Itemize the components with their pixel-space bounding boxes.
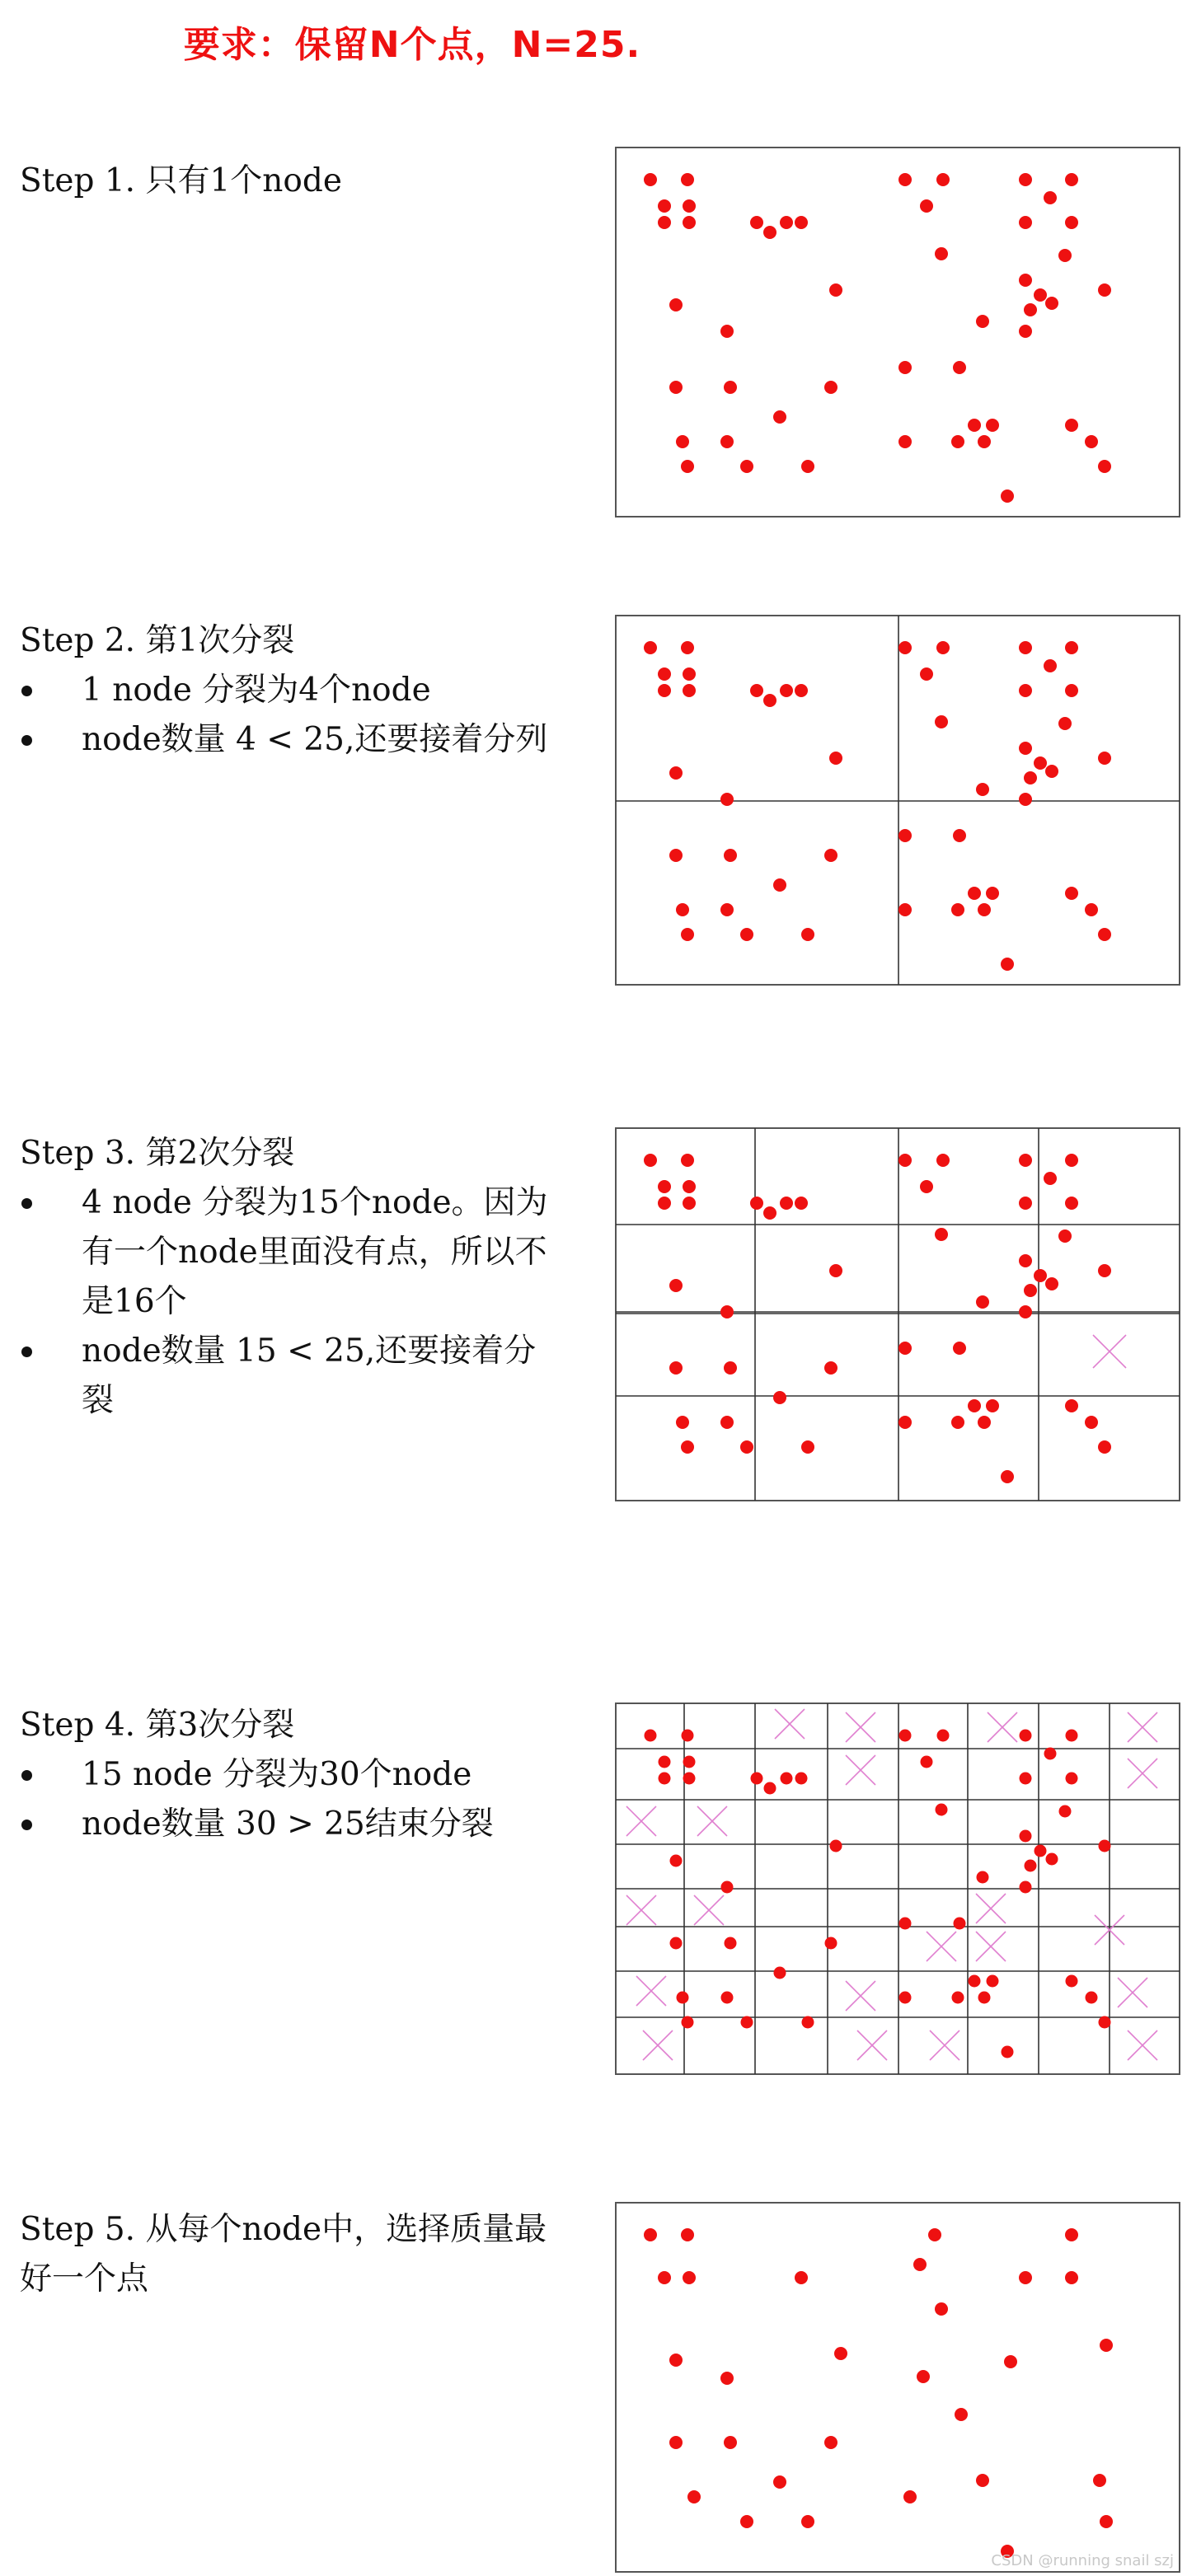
keypoint — [1045, 297, 1058, 310]
step-1-text — [20, 157, 564, 206]
keypoint — [1098, 1264, 1111, 1277]
keypoint — [898, 435, 912, 448]
keypoint — [1065, 684, 1078, 697]
keypoint — [936, 1154, 950, 1167]
keypoint-grid-1 — [615, 147, 1180, 518]
keypoint — [898, 903, 912, 916]
bullet-text: node数量 4 < 25,还要接着分列 — [82, 721, 548, 758]
keypoint — [681, 1154, 694, 1167]
keypoint — [898, 829, 912, 842]
keypoint — [829, 752, 842, 765]
keypoint — [795, 684, 808, 697]
keypoint — [825, 1937, 837, 1950]
keypoint — [1098, 283, 1111, 297]
bullet-item — [20, 1178, 564, 1327]
keypoint-grid-3 — [615, 1127, 1180, 1501]
keypoint — [899, 1918, 912, 1930]
keypoint — [669, 298, 683, 311]
keypoint — [1034, 288, 1047, 302]
keypoint — [917, 2370, 930, 2383]
empty-node-icon — [846, 1981, 875, 2011]
bullet-item — [20, 1750, 564, 1800]
keypoint — [1019, 274, 1032, 287]
step-4-diagram — [615, 1703, 1180, 2075]
keypoint — [898, 361, 912, 374]
keypoint — [683, 2271, 696, 2284]
keypoint — [795, 2271, 808, 2284]
keypoint — [683, 216, 696, 229]
keypoint — [795, 1197, 808, 1210]
keypoint — [1066, 1730, 1078, 1742]
empty-node-icon — [626, 1806, 656, 1836]
keypoint — [1019, 173, 1032, 186]
keypoint — [763, 694, 776, 707]
keypoint — [669, 1361, 683, 1375]
keypoint — [1065, 2271, 1078, 2284]
keypoint — [740, 460, 753, 473]
keypoint — [913, 2258, 927, 2271]
keypoint — [928, 2228, 941, 2241]
keypoint — [670, 1855, 683, 1867]
step-heading: Step 5. 从每个node中，选择质量最好一个点 — [20, 2211, 547, 2297]
empty-node-icon — [694, 1895, 724, 1925]
keypoint — [1001, 958, 1014, 971]
bullet-text: 4 node 分裂为15个node。因为有一个node里面没有点，所以不是16个 — [82, 1184, 548, 1320]
empty-node-icon — [775, 1709, 805, 1739]
keypoint — [986, 1399, 999, 1412]
keypoint — [681, 173, 694, 186]
keypoint — [1020, 1881, 1032, 1894]
empty-node-icon — [1128, 2030, 1157, 2060]
keypoint — [1085, 1416, 1098, 1429]
keypoint — [670, 1937, 683, 1950]
step-3-text — [20, 1129, 564, 1426]
empty-node-icon — [1093, 1335, 1126, 1368]
keypoint — [1098, 1440, 1111, 1454]
keypoint — [1019, 2271, 1032, 2284]
keypoint — [976, 1295, 989, 1309]
keypoint — [1044, 1172, 1057, 1185]
keypoint — [801, 1440, 814, 1454]
empty-node-icon — [930, 2030, 959, 2060]
keypoint — [1066, 1773, 1078, 1785]
keypoint — [781, 1773, 793, 1785]
keypoint — [920, 1180, 933, 1193]
keypoint — [978, 903, 991, 916]
step-heading: Step 2. 第1次分裂 — [20, 622, 295, 659]
keypoint — [954, 1918, 966, 1930]
bullet-item — [20, 666, 564, 715]
keypoint — [968, 887, 981, 900]
keypoint — [740, 928, 753, 941]
keypoint — [1098, 460, 1111, 473]
keypoint — [720, 1305, 734, 1318]
keypoint — [1019, 641, 1032, 654]
keypoint — [658, 216, 671, 229]
keypoint — [658, 1197, 671, 1210]
keypoint — [801, 2515, 814, 2528]
keypoint — [683, 1773, 696, 1785]
keypoint — [935, 247, 948, 260]
keypoint — [681, 460, 694, 473]
empty-node-icon — [846, 1755, 875, 1785]
keypoint — [720, 2372, 734, 2385]
keypoint — [1044, 659, 1057, 672]
keypoint — [751, 1773, 763, 1785]
keypoint — [1100, 2339, 1113, 2352]
keypoint — [802, 2016, 814, 2029]
keypoint — [1019, 1197, 1032, 1210]
keypoint — [834, 2347, 847, 2360]
keypoint — [1100, 2515, 1113, 2528]
keypoint — [936, 1804, 948, 1816]
keypoint — [683, 684, 696, 697]
keypoint — [1085, 903, 1098, 916]
keypoint — [1024, 1284, 1037, 1297]
keypoint — [829, 283, 842, 297]
watermark: CSDN @running snail szj — [991, 2552, 1174, 2569]
keypoint — [1099, 2016, 1111, 2029]
keypoint — [899, 1992, 912, 2004]
keypoint — [681, 928, 694, 941]
keypoint — [1086, 1992, 1098, 2004]
keypoint — [1065, 173, 1078, 186]
keypoint — [1046, 1853, 1058, 1866]
keypoint — [795, 1773, 808, 1785]
keypoint — [724, 381, 737, 394]
bullet-icon — [21, 1198, 32, 1209]
keypoint — [721, 1881, 734, 1894]
keypoint — [1019, 216, 1032, 229]
keypoint — [1066, 1975, 1078, 1988]
page-title: 要求：保留N个点，N=25. — [183, 24, 641, 66]
keypoint — [720, 1416, 734, 1429]
keypoint — [1019, 742, 1032, 755]
keypoint — [669, 1279, 683, 1292]
empty-node-icon — [643, 2030, 673, 2060]
keypoint — [683, 199, 696, 213]
empty-node-icon — [1118, 1978, 1147, 2007]
empty-node-icon — [857, 2030, 887, 2060]
keypoint — [968, 1399, 981, 1412]
keypoint — [936, 641, 950, 654]
keypoint — [1065, 1399, 1078, 1412]
keypoint — [1065, 419, 1078, 432]
keypoint — [824, 2436, 837, 2449]
bullet-item — [20, 715, 564, 765]
keypoint — [669, 2436, 683, 2449]
keypoint — [978, 1416, 991, 1429]
keypoint — [1058, 1229, 1072, 1243]
keypoint — [1035, 1845, 1047, 1857]
keypoint — [659, 1773, 671, 1785]
keypoint — [951, 903, 964, 916]
keypoint — [687, 2490, 701, 2503]
keypoint — [976, 783, 989, 796]
empty-node-icon — [846, 1712, 875, 1742]
step-heading: Step 4. 第3次分裂 — [20, 1707, 295, 1744]
keypoint — [1020, 1730, 1032, 1742]
empty-node-icon — [976, 1894, 1006, 1923]
keypoint — [1019, 684, 1032, 697]
keypoint — [658, 684, 671, 697]
keypoint — [824, 849, 837, 862]
keypoint — [898, 1342, 912, 1355]
keypoint-grid-2 — [615, 615, 1180, 986]
keypoint — [1019, 1254, 1032, 1267]
bullet-icon — [21, 1770, 32, 1781]
keypoint — [645, 1730, 657, 1742]
keypoint — [1001, 489, 1014, 503]
keypoint — [1065, 887, 1078, 900]
keypoint — [740, 2515, 753, 2528]
keypoint — [658, 2271, 671, 2284]
bullet-icon — [21, 1820, 32, 1830]
node-border — [616, 616, 1180, 985]
keypoint — [720, 903, 734, 916]
keypoint — [1045, 1277, 1058, 1290]
keypoint — [720, 793, 734, 806]
keypoint — [1093, 2474, 1106, 2487]
keypoint — [899, 1730, 912, 1742]
keypoint — [644, 1154, 657, 1167]
keypoint — [721, 1992, 734, 2004]
bullet-text: 1 node 分裂为4个node — [82, 672, 431, 709]
keypoint — [1065, 1197, 1078, 1210]
keypoint — [1045, 765, 1058, 778]
keypoint — [978, 435, 991, 448]
keypoint — [669, 849, 683, 862]
keypoint — [780, 684, 793, 697]
keypoint — [681, 2228, 694, 2241]
keypoint-grid-4 — [615, 1703, 1180, 2075]
keypoint — [920, 199, 933, 213]
keypoint — [1065, 641, 1078, 654]
empty-node-icon — [636, 1976, 666, 2006]
bullet-item — [20, 1800, 564, 1849]
keypoint — [1034, 756, 1047, 770]
keypoint — [1024, 303, 1037, 316]
keypoint — [681, 1440, 694, 1454]
keypoint — [903, 2490, 917, 2503]
keypoint — [830, 1840, 842, 1852]
keypoint — [824, 381, 837, 394]
keypoint — [1020, 1773, 1032, 1785]
step-heading: Step 3. 第2次分裂 — [20, 1135, 295, 1172]
empty-node-icon — [1128, 1759, 1157, 1788]
keypoint — [1058, 717, 1072, 730]
keypoint — [1085, 435, 1098, 448]
empty-node-icon — [697, 1806, 727, 1836]
keypoint — [955, 2408, 968, 2421]
keypoint-grid-5 — [615, 2202, 1180, 2573]
keypoint — [683, 1197, 696, 1210]
keypoint — [750, 1197, 763, 1210]
keypoint — [677, 1992, 689, 2004]
keypoint — [658, 199, 671, 213]
keypoint — [750, 216, 763, 229]
keypoint — [951, 435, 964, 448]
keypoint — [659, 1756, 671, 1768]
keypoint — [676, 435, 689, 448]
step-1-diagram — [615, 147, 1180, 518]
step-heading: Step 1. 只有1个node — [20, 162, 342, 199]
keypoint — [669, 381, 683, 394]
keypoint — [935, 1228, 948, 1241]
keypoint — [1044, 1748, 1057, 1760]
keypoint — [801, 460, 814, 473]
keypoint — [978, 1992, 991, 2004]
keypoint — [801, 928, 814, 941]
keypoint — [987, 1975, 999, 1988]
keypoint — [682, 1730, 694, 1742]
keypoint — [1065, 2228, 1078, 2241]
keypoint — [952, 1992, 964, 2004]
keypoint — [953, 1342, 966, 1355]
keypoint — [1025, 1860, 1037, 1872]
keypoint — [763, 226, 776, 239]
keypoint — [683, 1180, 696, 1193]
keypoint — [774, 1967, 786, 1979]
keypoint — [977, 1871, 989, 1884]
keypoint — [1004, 2355, 1017, 2368]
keypoint — [976, 2474, 989, 2487]
keypoint — [1001, 1470, 1014, 1483]
keypoint — [724, 1361, 737, 1375]
keypoint — [741, 2016, 753, 2029]
keypoint — [720, 325, 734, 338]
bullet-item — [20, 1327, 564, 1426]
keypoint — [1098, 752, 1111, 765]
keypoint — [1034, 1269, 1047, 1282]
keypoint — [644, 2228, 657, 2241]
keypoint — [683, 667, 696, 681]
empty-node-icon — [1128, 1712, 1157, 1742]
keypoint — [898, 641, 912, 654]
keypoint — [740, 1440, 753, 1454]
keypoint — [935, 715, 948, 728]
keypoint — [986, 887, 999, 900]
step-2-text — [20, 616, 564, 765]
keypoint — [1002, 2046, 1014, 2058]
bullet-icon — [21, 686, 32, 696]
keypoint — [1099, 1840, 1111, 1852]
keypoint — [1019, 1154, 1032, 1167]
bullet-text: 15 node 分裂为30个node — [82, 1756, 472, 1793]
keypoint — [724, 2436, 737, 2449]
keypoint — [1019, 325, 1032, 338]
keypoint — [763, 1206, 776, 1220]
node-border — [616, 148, 1180, 517]
keypoint — [1065, 1154, 1078, 1167]
keypoint — [669, 766, 683, 780]
keypoint — [936, 173, 950, 186]
keypoint — [720, 435, 734, 448]
keypoint — [681, 641, 694, 654]
keypoint — [795, 216, 808, 229]
keypoint — [1024, 771, 1037, 785]
keypoint — [683, 1756, 696, 1768]
keypoint — [1020, 1830, 1032, 1843]
bullet-icon — [21, 735, 32, 746]
keypoint — [725, 1937, 737, 1950]
empty-node-icon — [988, 1712, 1017, 1742]
step-3-diagram — [615, 1127, 1180, 1501]
keypoint — [1019, 793, 1032, 806]
keypoint — [1058, 249, 1072, 262]
keypoint — [969, 1975, 981, 1988]
keypoint — [951, 1416, 964, 1429]
empty-node-icon — [976, 1932, 1006, 1961]
keypoint — [1019, 1305, 1032, 1318]
keypoint — [968, 419, 981, 432]
empty-node-icon — [927, 1932, 956, 1961]
keypoint — [682, 2016, 694, 2029]
keypoint — [724, 849, 737, 862]
keypoint — [773, 2475, 786, 2489]
keypoint — [780, 216, 793, 229]
keypoint — [986, 419, 999, 432]
keypoint — [898, 173, 912, 186]
keypoint — [824, 1361, 837, 1375]
bullet-icon — [21, 1347, 32, 1357]
step-5-text — [20, 2205, 564, 2304]
keypoint — [898, 1154, 912, 1167]
step-5-diagram — [615, 2202, 1180, 2573]
keypoint — [764, 1782, 776, 1795]
keypoint — [920, 667, 933, 681]
keypoint — [773, 1391, 786, 1404]
keypoint — [976, 315, 989, 328]
keypoint — [658, 667, 671, 681]
keypoint — [676, 903, 689, 916]
empty-node-icon — [626, 1895, 656, 1925]
keypoint — [1059, 1806, 1072, 1818]
keypoint — [658, 1180, 671, 1193]
keypoint — [780, 1197, 793, 1210]
keypoint — [773, 410, 786, 424]
keypoint — [1044, 191, 1057, 204]
keypoint — [644, 641, 657, 654]
node-border — [616, 2203, 1180, 2572]
keypoint — [921, 1756, 933, 1768]
keypoint — [937, 1730, 950, 1742]
step-4-text — [20, 1701, 564, 1849]
keypoint — [953, 361, 966, 374]
keypoint — [829, 1264, 842, 1277]
keypoint — [773, 878, 786, 892]
bullet-text: node数量 30 > 25结束分裂 — [82, 1806, 494, 1843]
step-2-diagram — [615, 615, 1180, 986]
keypoint — [644, 173, 657, 186]
keypoint — [750, 684, 763, 697]
keypoint — [669, 2354, 683, 2367]
keypoint — [1098, 928, 1111, 941]
keypoint — [1065, 216, 1078, 229]
keypoint — [935, 2302, 948, 2316]
node-border — [616, 1128, 1180, 1501]
keypoint — [676, 1416, 689, 1429]
keypoint — [953, 829, 966, 842]
keypoint — [898, 1416, 912, 1429]
bullet-text: node数量 15 < 25,还要接着分裂 — [82, 1332, 537, 1419]
